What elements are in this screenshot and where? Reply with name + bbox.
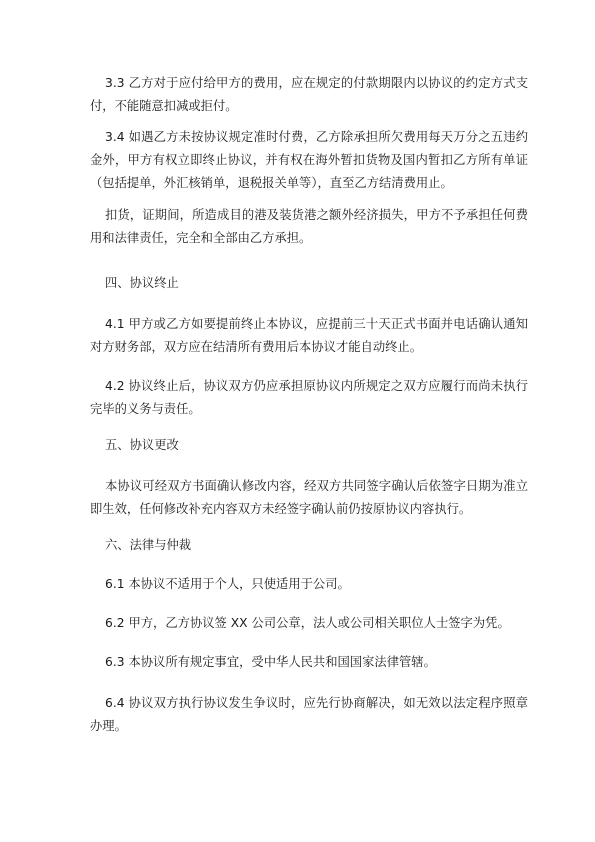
amendment-paragraph: 本协议可经双方书面确认修改内容，经双方共同签字确认后依签字日期为准立即生效，任何修改补充内容双方未经签字确认前仍按原协议内容执行。 <box>90 479 528 516</box>
section-heading-termination: 四、协议终止 <box>105 276 179 290</box>
clause-3-4: 3.4 如遇乙方未按协议规定准时付费，乙方除承担所欠费用每天万分之五违约金外，甲方有权立即终止协议，并有权在海外暂扣货物及国内暂扣乙方所有单证（包括提单，外汇核销单，退税报关单等），直至乙方结清费用止。 <box>90 130 528 190</box>
clause-6-4: 6.4 协议双方执行协议发生争议时，应先行协商解决，如无效以法定程序照章办理。 <box>90 696 528 733</box>
clause-4-2: 4.2 协议终止后，协议双方仍应承担原协议内所规定之双方应履行而尚未执行完毕的义务与责任。 <box>90 379 528 416</box>
clause-4-1: 4.1 甲方或乙方如要提前终止本协议，应提前三十天正式书面并电话确认通知对方财务部，双方应在结清所有费用后本协议才能自动终止。 <box>90 317 528 354</box>
section-heading-amendment: 五、协议更改 <box>105 438 179 452</box>
clause-6-2: 6.2 甲方，乙方协议签 XX 公司公章，法人或公司相关职位人士签字为凭。 <box>105 616 510 630</box>
clause-3-3: 3.3 乙方对于应付给甲方的费用，应在规定的付款期限内以协议的约定方式支付，不能随意扣减或拒付。 <box>90 76 528 113</box>
section-heading-law: 六、法律与仲裁 <box>105 538 192 552</box>
detention-paragraph: 扣货，证期间，所造成目的港及装货港之额外经济损失，甲方不予承担任何费用和法律责任，完全和全部由乙方承担。 <box>90 208 528 245</box>
clause-6-3: 6.3 本协议所有规定事宜，受中华人民共和国国家法律管辖。 <box>105 655 436 669</box>
clause-6-1: 6.1 本协议不适用于个人，只使适用于公司。 <box>105 577 350 591</box>
